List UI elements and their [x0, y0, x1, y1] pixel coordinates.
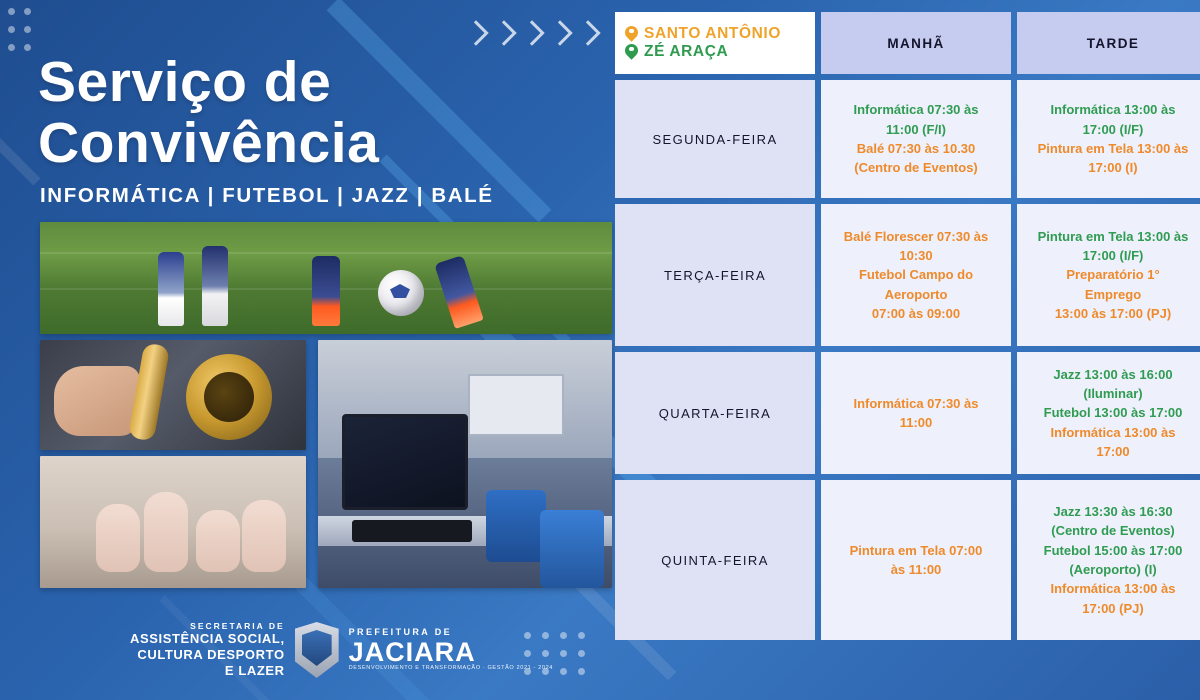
- location-pin-icon: [625, 44, 638, 61]
- activity-line: Informática 13:00 às: [1050, 581, 1176, 597]
- computer-lab-photo: [318, 340, 612, 588]
- cell-quarta-manha: [821, 352, 1011, 474]
- table-row: [612, 80, 1200, 198]
- day-label: QUINTA-FEIRA: [615, 480, 815, 640]
- cell-terca-tarde: [1017, 204, 1200, 346]
- activity-line: Pintura em Tela 13:00 às: [1037, 228, 1189, 244]
- table-row: [612, 204, 1200, 346]
- activity-line: Balé 07:30 às 10.30: [856, 141, 976, 156]
- activity-line: 11:00: [899, 415, 933, 430]
- table-header-row: [612, 12, 1200, 74]
- secretaria-line-3: CULTURA DESPORTO: [137, 647, 285, 663]
- activity-line: Futebol 15:00 às 17:00: [1043, 542, 1183, 558]
- activity-line: Informática 07:30 às: [853, 102, 979, 118]
- activity-line: 17:00 (I): [1088, 160, 1138, 176]
- activity-line: Balé Florescer 07:30 às: [843, 228, 989, 244]
- activity-line: 13:00 às 17:00 (PJ): [1054, 305, 1172, 321]
- page-title: [38, 52, 379, 174]
- activity-line: (Iluminar): [1083, 386, 1143, 402]
- activity-line: 17:00 (I/F): [1082, 121, 1144, 137]
- location-label: ZÉ ARAÇA: [644, 43, 729, 60]
- football-photo: [40, 222, 612, 334]
- locations-header: [615, 12, 815, 74]
- prefeitura-line-1: PREFEITURA DE: [348, 627, 453, 638]
- column-header-manha: MANHÃ: [821, 12, 1011, 74]
- location-pin-icon: [625, 26, 638, 43]
- day-label: TERÇA-FEIRA: [615, 204, 815, 346]
- activity-line: às 11:00: [890, 562, 942, 577]
- footer-logos: [130, 618, 590, 682]
- location-label: SANTO ANTÔNIO: [644, 25, 781, 42]
- page-subtitle: INFORMÁTICA | FUTEBOL | JAZZ | BALÉ: [40, 184, 494, 207]
- activity-line: Informática 13:00 às: [1050, 424, 1176, 440]
- prefeitura-line-2: JACIARA: [348, 636, 476, 667]
- chevron-right-icon: [519, 16, 545, 56]
- location-santo-antonio: [625, 25, 781, 43]
- chevron-decoration: [463, 16, 601, 56]
- activity-line: Jazz 13:30 às 16:30: [1053, 504, 1173, 520]
- ballet-photo: [40, 456, 306, 588]
- activity-line: Emprego: [1084, 286, 1142, 302]
- table-row: [612, 352, 1200, 474]
- activity-line: (Centro de Eventos): [854, 160, 978, 176]
- title-line-1: Serviço de: [38, 50, 332, 114]
- cell-segunda-tarde: [1017, 80, 1200, 198]
- prefeitura-line-3: DESENVOLVIMENTO E TRANSFORMAÇÃO · GESTÃO 2021 - 2024: [348, 664, 553, 671]
- activity-line: Futebol Campo do: [858, 267, 974, 283]
- title-line-2: Convivência: [38, 110, 380, 175]
- activity-line: Pintura em Tela 07:00: [849, 542, 983, 558]
- activity-line: 17:00: [1096, 443, 1130, 459]
- activity-line: Aeroporto: [884, 286, 948, 302]
- secretaria-line-1: SECRETARIA DE: [190, 621, 285, 632]
- coat-of-arms-icon: [295, 622, 339, 678]
- activity-line: (Aeroporto) (I): [1069, 562, 1157, 577]
- schedule-table: [612, 0, 1200, 700]
- cell-quinta-manha: [821, 480, 1011, 640]
- location-ze-araca: [625, 43, 728, 61]
- activity-line: Preparatório 1°: [1066, 267, 1160, 283]
- secretaria-line-4: E LAZER: [224, 663, 285, 679]
- activity-line: 10:30: [899, 248, 933, 264]
- activity-line: 17:00 (PJ): [1082, 600, 1144, 616]
- chevron-right-icon: [491, 16, 517, 56]
- chevron-right-icon: [463, 16, 489, 56]
- table-row: [612, 480, 1200, 640]
- activity-line: (Centro de Eventos): [1051, 523, 1175, 539]
- activity-line: Pintura em Tela 13:00 às: [1037, 141, 1189, 156]
- activity-line: 17:00 (I/F): [1082, 248, 1144, 264]
- column-header-tarde: TARDE: [1017, 12, 1200, 74]
- cell-quarta-tarde: [1017, 352, 1200, 474]
- cell-terca-manha: [821, 204, 1011, 346]
- secretaria-logo: [130, 621, 285, 679]
- chevron-right-icon: [575, 16, 601, 56]
- activity-line: Informática 13:00 às: [1050, 102, 1176, 118]
- day-label: QUARTA-FEIRA: [615, 352, 815, 474]
- activity-line: Jazz 13:00 às 16:00: [1053, 366, 1173, 382]
- prefeitura-logo: [349, 628, 553, 672]
- secretaria-line-2: ASSISTÊNCIA SOCIAL,: [130, 631, 285, 647]
- saxophone-photo: [40, 340, 306, 450]
- cell-segunda-manha: [821, 80, 1011, 198]
- activity-line: Futebol 13:00 às 17:00: [1043, 405, 1183, 421]
- day-label: SEGUNDA-FEIRA: [615, 80, 815, 198]
- activity-line: 11:00 (F/I): [886, 121, 946, 137]
- chevron-right-icon: [547, 16, 573, 56]
- activity-line: Informática 07:30 às: [853, 395, 979, 411]
- activity-line: 07:00 às 09:00: [871, 305, 961, 321]
- cell-quinta-tarde: [1017, 480, 1200, 640]
